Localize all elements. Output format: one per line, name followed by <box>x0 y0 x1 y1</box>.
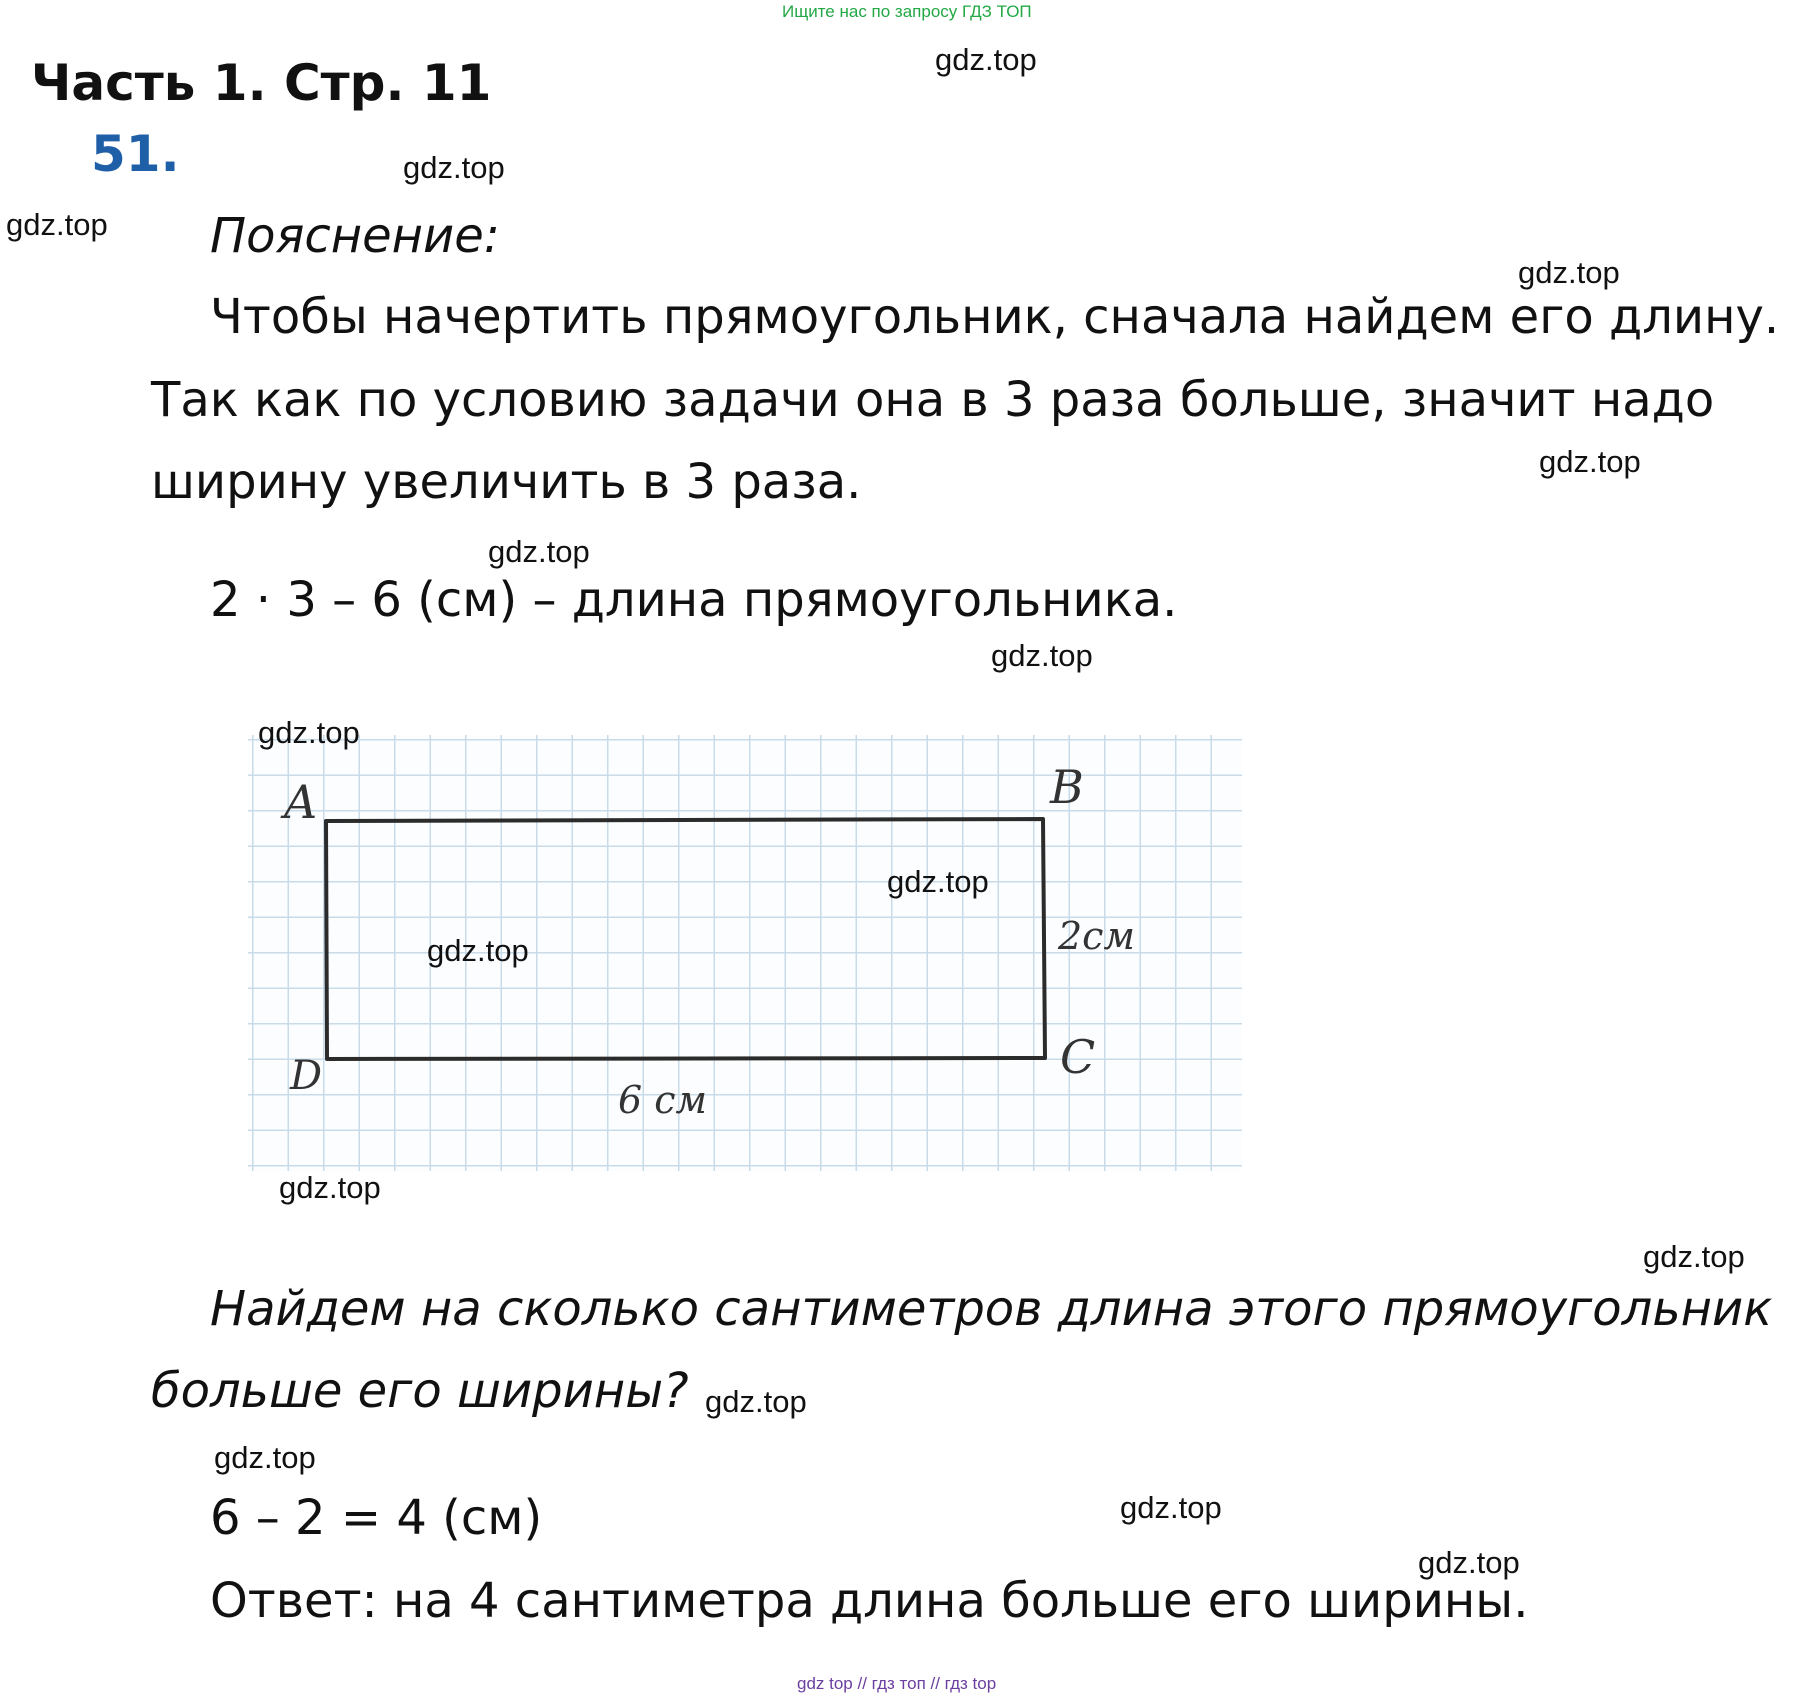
paragraph-line-2: Так как по условию задачи она в 3 раза больше, значит надо <box>151 372 1715 428</box>
paragraph-line-1: Чтобы начертить прямоугольник, сначала найдем его длину. <box>210 289 1780 345</box>
watermark: gdz.top <box>887 864 989 899</box>
watermark: gdz.top <box>1518 255 1620 290</box>
vertex-c-label: C <box>1060 1030 1096 1084</box>
watermark: gdz.top <box>6 207 108 242</box>
paragraph-line-3: ширину увеличить в 3 раза. <box>151 454 862 510</box>
watermark: gdz.top <box>214 1440 316 1475</box>
footer-links: gdz top // гдз топ // гдз top <box>797 1674 997 1693</box>
page-heading: Часть 1. Стр. 11 <box>31 54 492 112</box>
vertex-d-label: D <box>290 1053 323 1099</box>
watermark: gdz.top <box>1120 1490 1222 1525</box>
explanation-label: Пояснение: <box>210 208 500 264</box>
width-label: 2см <box>1058 914 1135 958</box>
rectangle-drawing <box>248 735 1242 1171</box>
question-line-1: Найдем на сколько сантиметров длина этого прямоугольник <box>210 1281 1773 1337</box>
watermark: gdz.top <box>488 534 590 569</box>
length-calculation: 2 · 3 – 6 (см) – длина прямоугольника. <box>210 572 1178 628</box>
watermark: gdz.top <box>935 42 1037 77</box>
rectangle-svg <box>248 735 1242 1171</box>
watermark: gdz.top <box>705 1384 807 1419</box>
question-line-2: больше его ширины? <box>151 1363 689 1419</box>
search-banner: Ищите нас по запросу ГДЗ ТОП <box>782 2 1032 21</box>
watermark: gdz.top <box>403 150 505 185</box>
watermark: gdz.top <box>991 638 1093 673</box>
vertex-a-label: A <box>284 775 318 829</box>
watermark: gdz.top <box>1643 1239 1745 1274</box>
watermark: gdz.top <box>1418 1545 1520 1580</box>
watermark: gdz.top <box>427 933 529 968</box>
difference-calculation: 6 – 2 = 4 (см) <box>210 1490 543 1546</box>
watermark: gdz.top <box>1539 444 1641 479</box>
length-label: 6 см <box>618 1078 708 1122</box>
exercise-number: 51. <box>91 125 180 183</box>
vertex-b-label: B <box>1050 760 1084 814</box>
watermark: gdz.top <box>258 715 360 750</box>
watermark: gdz.top <box>279 1170 381 1205</box>
answer-text: Ответ: на 4 сантиметра длина больше его ширины. <box>210 1573 1529 1629</box>
